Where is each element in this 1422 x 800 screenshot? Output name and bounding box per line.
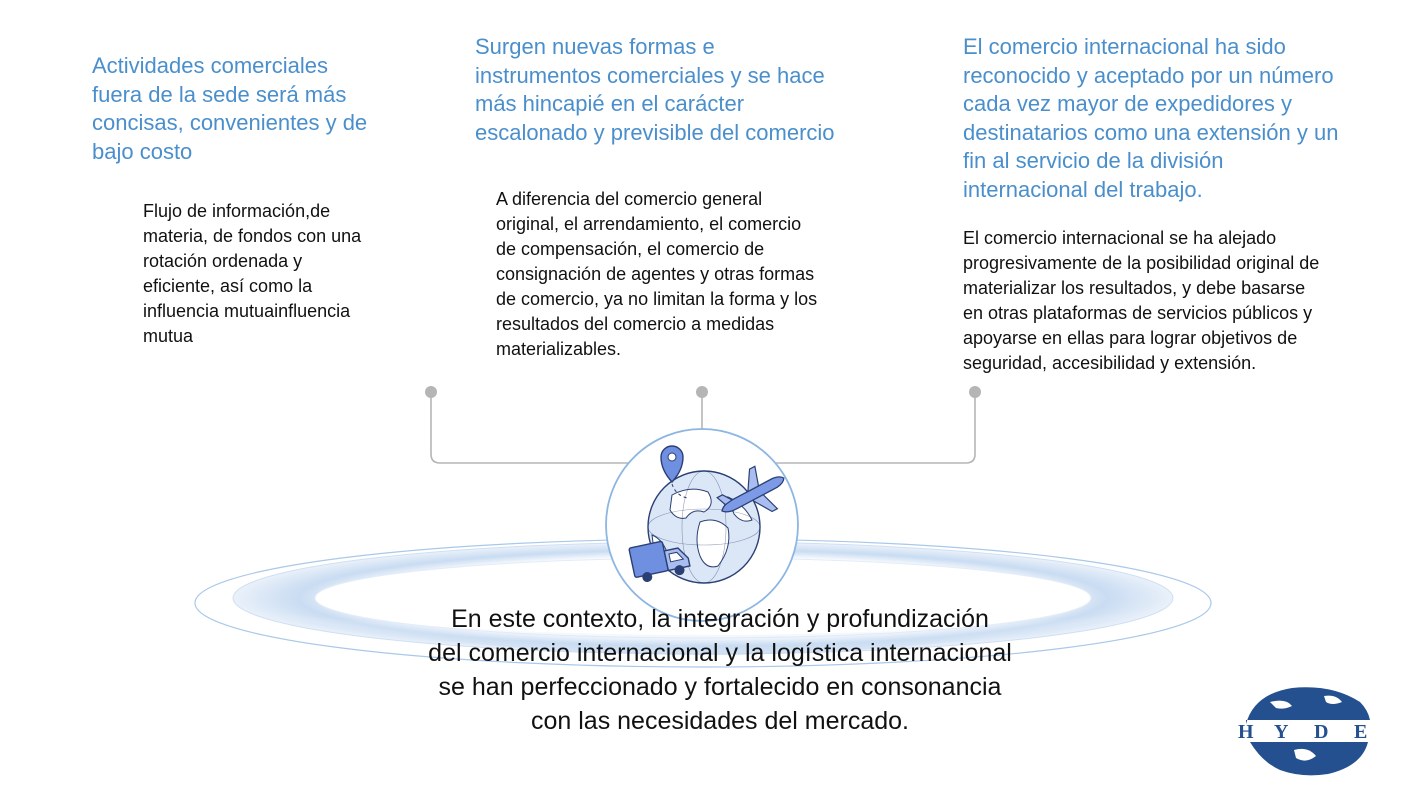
logo-letter-d: D [1314, 721, 1329, 743]
column-2-heading: Surgen nuevas formas e instrumentos comerciales y se hace más hincapié en el carácter escalonado y previsible del comercio [475, 34, 835, 145]
conclusion-text: En este contexto, la integración y profundización del comercio internacional y la logística internacional se han perfeccionado y fortalecido en consonancia con las necesidades del mercado. [428, 605, 1012, 735]
column-3-body: El comercio internacional se ha alejado progresivamente de la posibilidad original de materializar los resultados, y debe basarse en otras plataformas de servicios públicos y apoyarse en ellas para lograr objetivos de seguridad, accesibilidad y extensión. [963, 228, 1320, 373]
connector-dot-right [969, 386, 981, 398]
logo-globe-top [1246, 687, 1370, 724]
column-1-body: Flujo de información,de materia, de fondos con una rotación ordenada y eficiente, así como la influencia mutuainfluencia mutua [143, 201, 362, 346]
logo-letter-h: H [1238, 721, 1254, 743]
logo-letter-e: E [1354, 721, 1368, 743]
column-3-heading: El comercio internacional ha sido reconocido y aceptado por un número cada vez mayor de expedidores y destinatarios como una extensión y un fin al servicio de la división internacional del trabajo. [963, 34, 1339, 202]
column-1-heading: Actividades comerciales fuera de la sede será más concisas, convenientes y de bajo costo [92, 53, 368, 164]
logo-letter-y: Y [1274, 721, 1289, 743]
connector-dot-left [425, 386, 437, 398]
connector-dot-center [696, 386, 708, 398]
column-2-body: A diferencia del comercio general original, el arrendamiento, el comercio de compensación, el comercio de consignación de agentes y otras formas de comercio, ya no limitan la forma y los resultados del comercio a medidas materializables. [496, 189, 818, 359]
hyde-logo [1232, 680, 1382, 780]
